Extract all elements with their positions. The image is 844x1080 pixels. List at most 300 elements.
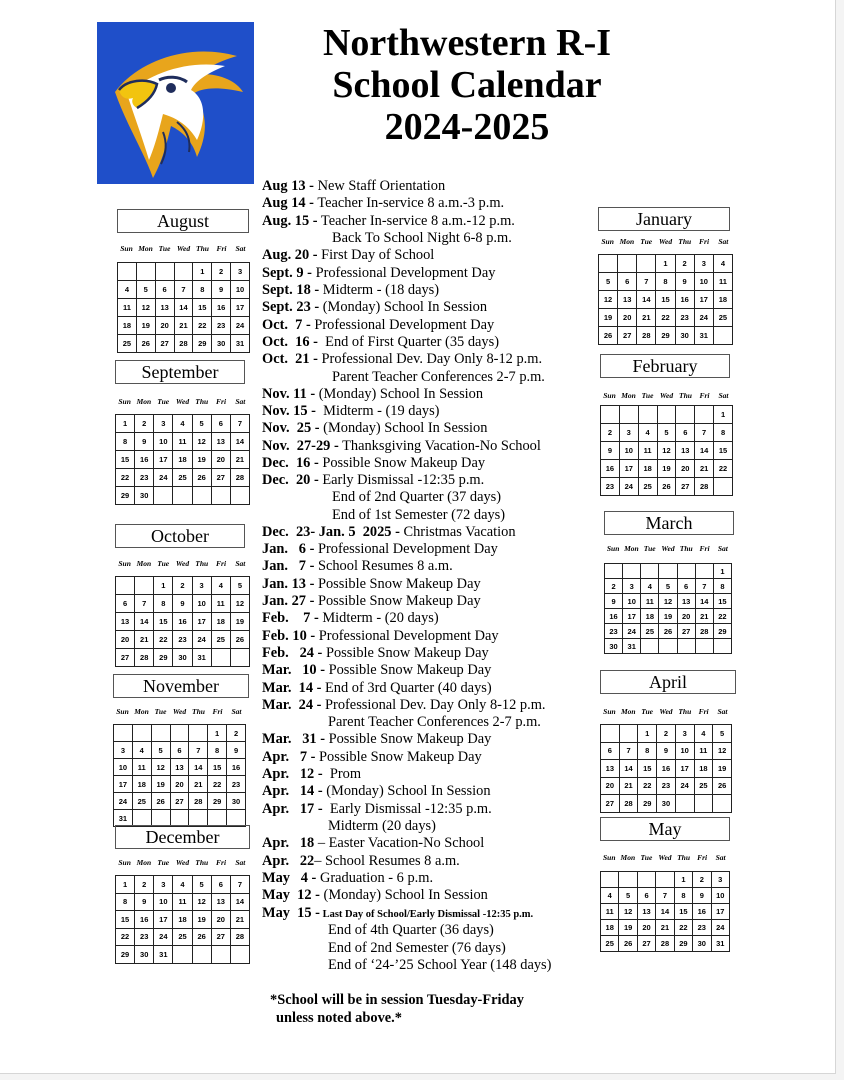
week-row <box>116 893 250 911</box>
event-text: End of First Quarter (35 days) <box>317 334 499 350</box>
event-date: Nov. 27-29 - <box>262 438 339 454</box>
day-cell: 6 <box>116 595 135 613</box>
event-text: Early Dismissal -12:35 p.m. <box>318 472 485 488</box>
week-row <box>605 624 732 639</box>
day-cell <box>170 725 189 742</box>
week-row <box>601 725 732 743</box>
day-cell: 13 <box>676 442 695 460</box>
day-cell: 15 <box>674 904 692 920</box>
day-cell: 16 <box>605 609 623 624</box>
day-cell: 4 <box>132 742 151 759</box>
event-text: Professional Development Day <box>314 541 498 557</box>
day-cell: 28 <box>695 478 714 496</box>
week-row <box>605 594 732 609</box>
event-text: Early Dismissal -12:35 p.m. <box>322 801 492 817</box>
day-cell: 21 <box>656 920 674 936</box>
day-cell: 1 <box>193 263 212 281</box>
day-cell: 19 <box>136 317 155 335</box>
day-cell: 29 <box>193 335 212 353</box>
weekday-label: Sun <box>603 707 616 716</box>
weekday-label: Fri <box>699 237 710 246</box>
event-date: Dec. 16 - <box>262 455 319 471</box>
week-row <box>116 469 250 487</box>
day-cell: 1 <box>714 406 733 424</box>
week-row <box>118 299 250 317</box>
day-cell: 12 <box>136 299 155 317</box>
month-name: April <box>600 670 736 694</box>
event-row <box>262 455 485 472</box>
day-cell: 25 <box>118 335 137 353</box>
month-grid <box>598 254 733 345</box>
event-date: Nov. 25 - <box>262 420 320 436</box>
eagle-logo <box>97 22 254 184</box>
day-cell <box>211 649 230 667</box>
event-text: Professional Development Day <box>310 317 495 333</box>
day-cell: 17 <box>154 451 173 469</box>
weekday-header <box>117 244 250 253</box>
event-text: (Monday) School In Session <box>322 783 491 799</box>
day-cell: 27 <box>170 793 189 810</box>
week-row <box>601 872 730 888</box>
day-cell <box>230 487 249 505</box>
event-text: – Easter Vacation-No School <box>314 835 485 851</box>
day-cell: 26 <box>230 631 249 649</box>
day-cell: 21 <box>230 451 249 469</box>
day-cell: 19 <box>192 451 211 469</box>
event-text: Thanksgiving Vacation-No School <box>338 438 541 454</box>
day-cell: 25 <box>173 469 192 487</box>
weekday-label: Sat <box>717 544 728 553</box>
month-grid <box>115 576 250 667</box>
day-cell: 16 <box>601 460 620 478</box>
event-date: Aug 14 - <box>262 195 314 211</box>
day-cell: 3 <box>231 263 250 281</box>
day-cell <box>211 487 230 505</box>
event-date: Dec. 23- Jan. 5 2025 - <box>262 524 400 540</box>
day-cell: 7 <box>695 579 713 594</box>
weekday-label: Mon <box>620 853 636 862</box>
day-cell <box>641 564 659 579</box>
day-cell: 24 <box>675 777 694 795</box>
day-cell: 9 <box>657 742 676 760</box>
day-cell: 23 <box>601 478 620 496</box>
day-cell: 20 <box>170 776 189 793</box>
day-cell: 17 <box>192 613 211 631</box>
week-row <box>118 281 250 299</box>
day-cell: 4 <box>211 577 230 595</box>
event-text: Teacher In-service 8 a.m.-3 p.m. <box>313 195 505 211</box>
week-row <box>605 579 732 594</box>
day-cell: 25 <box>638 478 657 496</box>
day-cell: 29 <box>674 936 692 952</box>
day-cell <box>189 810 208 827</box>
day-cell: 20 <box>116 631 135 649</box>
weekday-label: Sat <box>231 707 242 716</box>
weekday-label: Sat <box>235 397 246 406</box>
day-cell: 27 <box>637 936 655 952</box>
day-cell: 24 <box>694 309 713 327</box>
day-cell <box>230 946 249 964</box>
day-cell: 7 <box>656 888 674 904</box>
day-cell: 11 <box>211 595 230 613</box>
event-row <box>262 801 492 818</box>
day-cell <box>189 725 208 742</box>
day-cell: 22 <box>674 920 692 936</box>
day-cell <box>656 872 674 888</box>
day-cell: 30 <box>675 327 694 345</box>
day-cell: 14 <box>695 594 713 609</box>
day-cell: 9 <box>601 442 620 460</box>
day-cell: 16 <box>135 911 154 929</box>
day-cell <box>154 487 173 505</box>
day-cell: 11 <box>118 299 137 317</box>
day-cell: 22 <box>116 469 135 487</box>
weekday-label: Mon <box>620 707 636 716</box>
week-row <box>116 577 250 595</box>
day-cell: 6 <box>211 415 230 433</box>
weekday-label: Tue <box>157 858 170 867</box>
day-cell: 29 <box>638 795 657 813</box>
weekday-label: Tue <box>641 391 654 400</box>
event-date: Feb. 10 - <box>262 628 316 644</box>
day-cell: 9 <box>693 888 711 904</box>
weekday-label: Thu <box>192 707 205 716</box>
event-text: Teacher In-service 8 a.m.-12 p.m. <box>317 213 515 229</box>
footnote-line-1: *School will be in session Tuesday-Friday <box>270 992 524 1008</box>
weekday-label: Tue <box>641 707 654 716</box>
day-cell: 29 <box>713 624 731 639</box>
day-cell <box>132 810 151 827</box>
event-text: (Monday) School In Session <box>319 299 488 315</box>
event-row <box>262 853 460 870</box>
month-grid <box>115 414 250 505</box>
event-date: May 15 - <box>262 905 320 921</box>
day-cell: 7 <box>135 595 154 613</box>
day-cell: 7 <box>637 273 656 291</box>
day-cell: 7 <box>189 742 208 759</box>
day-cell: 21 <box>189 776 208 793</box>
day-cell <box>599 255 618 273</box>
day-cell: 2 <box>657 725 676 743</box>
event-row <box>262 472 484 489</box>
day-cell: 1 <box>208 725 227 742</box>
day-cell: 30 <box>212 335 231 353</box>
week-row <box>601 888 730 904</box>
event-row <box>262 403 439 420</box>
day-cell: 30 <box>135 487 154 505</box>
event-text: Professional Development Day <box>315 628 499 644</box>
day-cell: 2 <box>605 579 623 594</box>
event-text: Possible Snow Makeup Day <box>318 455 486 471</box>
event-row <box>262 524 516 541</box>
week-row <box>601 777 732 795</box>
day-cell: 7 <box>174 281 193 299</box>
day-cell: 1 <box>116 876 135 894</box>
week-row <box>601 904 730 920</box>
event-date: Apr. 14 - <box>262 783 323 799</box>
day-cell: 6 <box>676 424 695 442</box>
day-cell: 29 <box>154 649 173 667</box>
day-cell <box>136 263 155 281</box>
day-cell: 10 <box>192 595 211 613</box>
day-cell: 17 <box>711 904 729 920</box>
weekday-label: Tue <box>154 707 167 716</box>
day-cell: 5 <box>659 579 677 594</box>
weekday-label: Sun <box>606 544 620 553</box>
day-cell: 9 <box>605 594 623 609</box>
day-cell <box>659 639 677 654</box>
day-cell: 7 <box>619 742 638 760</box>
day-cell <box>714 478 733 496</box>
day-cell: 26 <box>192 928 211 946</box>
day-cell: 9 <box>135 893 154 911</box>
day-cell: 27 <box>116 649 135 667</box>
day-cell: 10 <box>694 273 713 291</box>
event-continuation: Parent Teacher Conferences 2-7 p.m. <box>328 714 541 730</box>
day-cell: 27 <box>618 327 637 345</box>
day-cell: 5 <box>192 876 211 894</box>
week-row <box>601 406 733 424</box>
day-cell: 4 <box>173 415 192 433</box>
day-cell: 24 <box>154 469 173 487</box>
weekday-label: Wed <box>175 559 190 568</box>
day-cell: 18 <box>118 317 137 335</box>
day-cell: 25 <box>601 936 619 952</box>
day-cell: 13 <box>211 893 230 911</box>
day-cell <box>151 725 170 742</box>
day-cell: 2 <box>693 872 711 888</box>
weekday-label: Sun <box>118 397 131 406</box>
week-row <box>116 946 250 964</box>
event-row <box>262 541 498 558</box>
day-cell: 23 <box>212 317 231 335</box>
day-cell: 10 <box>711 888 729 904</box>
day-cell: 23 <box>227 776 246 793</box>
day-cell: 17 <box>619 460 638 478</box>
title-line-2: School Calendar <box>332 64 602 106</box>
event-date: Oct. 7 - <box>262 317 311 333</box>
day-cell: 21 <box>230 911 249 929</box>
event-row <box>262 334 499 351</box>
event-row <box>262 438 541 455</box>
day-cell <box>677 639 695 654</box>
day-cell <box>116 577 135 595</box>
weekday-label: Wed <box>661 544 675 553</box>
day-cell: 17 <box>154 911 173 929</box>
event-row <box>262 697 546 714</box>
event-text: Prom <box>322 766 362 782</box>
day-cell: 16 <box>212 299 231 317</box>
event-text: New Staff Orientation <box>313 178 446 194</box>
day-cell: 2 <box>675 255 694 273</box>
weekday-label: Thu <box>679 544 693 553</box>
day-cell: 28 <box>695 624 713 639</box>
event-date: Nov. 15 - <box>262 403 316 419</box>
day-cell: 29 <box>116 946 135 964</box>
day-cell: 30 <box>657 795 676 813</box>
event-text: Last Day of School/Early Dismissal -12:35 p.m. <box>319 909 534 920</box>
day-cell: 27 <box>676 478 695 496</box>
week-row <box>114 776 246 793</box>
week-row <box>118 263 250 281</box>
event-date: Jan. 7 - <box>262 558 315 574</box>
weekday-label: Sun <box>120 244 133 253</box>
event-continuation: Back To School Night 6-8 p.m. <box>332 230 512 246</box>
event-continuation: End of 1st Semester (72 days) <box>332 507 506 523</box>
day-cell: 20 <box>618 309 637 327</box>
day-cell: 17 <box>675 760 694 778</box>
day-cell: 15 <box>638 760 657 778</box>
weekday-label: Thu <box>196 244 209 253</box>
event-row <box>262 195 504 212</box>
day-cell <box>227 810 246 827</box>
weekday-label: Wed <box>658 853 672 862</box>
day-cell: 4 <box>638 424 657 442</box>
week-row <box>118 317 250 335</box>
weekday-label: Thu <box>678 707 692 716</box>
day-cell: 20 <box>211 451 230 469</box>
event-text: (Monday) School In Session <box>315 386 484 402</box>
day-cell: 1 <box>713 564 731 579</box>
day-cell: 5 <box>136 281 155 299</box>
day-cell: 15 <box>714 442 733 460</box>
week-row <box>116 911 250 929</box>
day-cell: 7 <box>230 415 249 433</box>
day-cell: 8 <box>193 281 212 299</box>
day-cell <box>230 649 249 667</box>
day-cell: 10 <box>154 433 173 451</box>
week-row <box>116 649 250 667</box>
day-cell: 6 <box>637 888 655 904</box>
weekday-header <box>600 391 733 400</box>
day-cell <box>170 810 189 827</box>
event-text: Possible Snow Makeup Day <box>314 593 481 609</box>
day-cell <box>114 725 133 742</box>
day-cell: 28 <box>619 795 638 813</box>
day-cell: 14 <box>637 291 656 309</box>
day-cell: 3 <box>154 876 173 894</box>
weekday-header <box>604 544 732 553</box>
day-cell <box>192 487 211 505</box>
event-row <box>262 178 445 195</box>
event-row <box>262 213 515 230</box>
day-cell <box>174 263 193 281</box>
event-date: Nov. 11 - <box>262 386 316 402</box>
weekday-label: Thu <box>679 391 692 400</box>
day-cell: 9 <box>135 433 154 451</box>
event-text: Christmas Vacation <box>399 524 516 540</box>
day-cell: 8 <box>116 893 135 911</box>
event-date: May 4 - <box>262 870 317 886</box>
day-cell: 10 <box>623 594 641 609</box>
day-cell: 13 <box>677 594 695 609</box>
day-cell: 18 <box>713 291 732 309</box>
month-name: March <box>604 511 734 535</box>
event-text: School Resumes 8 a.m. <box>314 558 453 574</box>
weekday-label: Sat <box>718 237 729 246</box>
month-grid <box>604 563 732 654</box>
event-date: Jan. 13 - <box>262 576 315 592</box>
day-cell: 11 <box>601 904 619 920</box>
event-date: Oct. 16 - <box>262 334 318 350</box>
event-row <box>262 576 481 593</box>
weekday-label: Tue <box>157 559 170 568</box>
day-cell: 12 <box>713 742 732 760</box>
day-cell <box>619 406 638 424</box>
weekday-label: Sat <box>718 391 729 400</box>
day-cell: 17 <box>623 609 641 624</box>
weekday-label: Fri <box>216 559 227 568</box>
event-text: Midterm - (20 days) <box>318 610 439 626</box>
day-cell <box>619 725 638 743</box>
day-cell <box>135 577 154 595</box>
day-cell <box>694 795 713 813</box>
day-cell: 3 <box>154 415 173 433</box>
day-cell <box>637 255 656 273</box>
day-cell: 18 <box>132 776 151 793</box>
day-cell: 16 <box>227 759 246 776</box>
day-cell: 3 <box>192 577 211 595</box>
week-row <box>116 876 250 894</box>
day-cell: 19 <box>230 613 249 631</box>
day-cell: 21 <box>637 309 656 327</box>
day-cell: 30 <box>173 649 192 667</box>
day-cell: 30 <box>135 946 154 964</box>
day-cell: 18 <box>641 609 659 624</box>
day-cell: 28 <box>189 793 208 810</box>
day-cell: 21 <box>695 460 714 478</box>
week-row <box>116 487 250 505</box>
event-text: (Monday) School In Session <box>319 420 488 436</box>
day-cell: 31 <box>192 649 211 667</box>
day-cell: 24 <box>623 624 641 639</box>
day-cell: 13 <box>155 299 174 317</box>
event-date: Sept. 23 - <box>262 299 320 315</box>
day-cell <box>619 872 637 888</box>
day-cell: 24 <box>114 793 133 810</box>
weekday-label: Thu <box>195 858 209 867</box>
day-cell <box>657 406 676 424</box>
weekday-label: Sat <box>715 853 726 862</box>
day-cell: 27 <box>211 469 230 487</box>
event-date: Mar. 24 - <box>262 697 322 713</box>
day-cell <box>173 946 192 964</box>
day-cell: 21 <box>619 777 638 795</box>
weekday-header <box>600 853 730 862</box>
week-row <box>601 920 730 936</box>
day-cell: 6 <box>601 742 620 760</box>
day-cell: 5 <box>192 415 211 433</box>
day-cell: 31 <box>623 639 641 654</box>
day-cell: 1 <box>656 255 675 273</box>
week-row <box>601 442 733 460</box>
day-cell <box>695 406 714 424</box>
day-cell: 3 <box>711 872 729 888</box>
day-cell: 1 <box>116 415 135 433</box>
day-cell: 31 <box>231 335 250 353</box>
event-row <box>262 749 482 766</box>
day-cell: 25 <box>132 793 151 810</box>
weekday-label: Sun <box>601 237 614 246</box>
day-cell: 28 <box>230 928 249 946</box>
day-cell <box>638 406 657 424</box>
event-date: May 12 - <box>262 887 320 903</box>
day-cell: 20 <box>601 777 620 795</box>
day-cell: 5 <box>657 424 676 442</box>
event-text: Possible Snow Makeup Day <box>325 662 492 678</box>
day-cell: 19 <box>192 911 211 929</box>
day-cell <box>675 795 694 813</box>
